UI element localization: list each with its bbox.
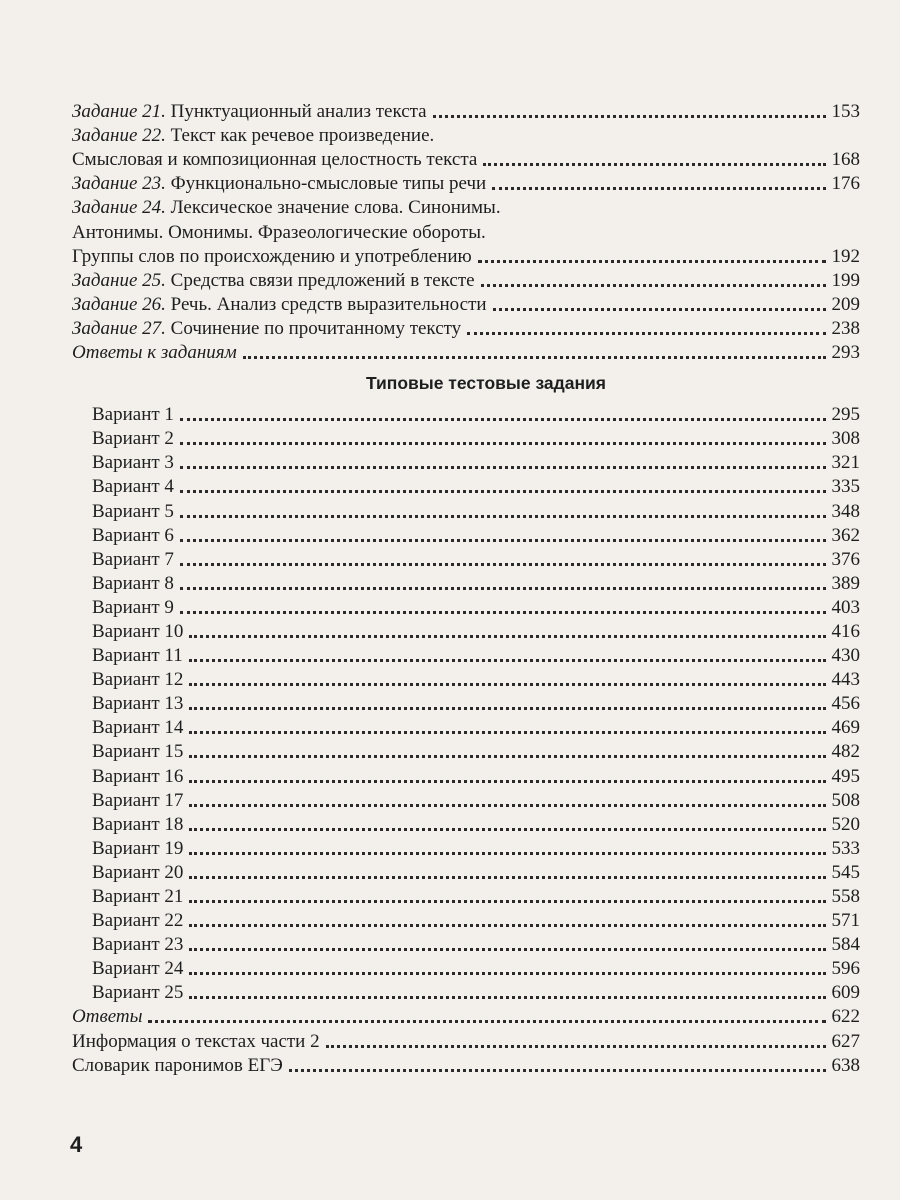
entry-text: Вариант 18: [92, 813, 184, 835]
toc-entry: [72, 123, 860, 147]
entry-label: [92, 428, 174, 450]
entry-label: [92, 910, 183, 932]
variant-entry: [72, 691, 860, 715]
entry-page-number: 638: [831, 1054, 860, 1076]
entry-text: Информация о текстах части 2: [72, 1030, 320, 1052]
entry-label: [92, 958, 183, 980]
entry-text: Ответы: [72, 1006, 143, 1028]
dot-leader: [189, 707, 825, 710]
entry-text: Вариант 21: [92, 886, 184, 907]
entry-text: Словарик паронимов ЕГЭ: [72, 1054, 283, 1076]
variant-entry: [72, 763, 860, 787]
dot-leader: [180, 539, 826, 542]
dot-leader: [189, 659, 826, 662]
entry-label: [92, 693, 183, 715]
entry-page-number: 295: [831, 404, 860, 426]
dot-leader: [478, 260, 826, 263]
closing-entry: [72, 1053, 860, 1077]
entry-text: Вариант 3: [92, 452, 174, 474]
entry-page-number: 482: [831, 741, 860, 763]
entry-text: Антонимы. Омонимы. Фразеологические обороты.: [72, 221, 486, 243]
dot-leader: [189, 780, 825, 783]
entry-text: Вариант 12: [92, 669, 184, 691]
entry-label: [72, 149, 477, 171]
entry-page-number: 416: [831, 620, 860, 642]
entry-page-number: 469: [831, 717, 860, 739]
toc-entry: [72, 316, 860, 340]
variant-entry: [72, 812, 860, 836]
dot-leader: [189, 683, 825, 686]
entry-prefix: Ответы к заданиям: [72, 342, 237, 364]
entry-text: Вариант 17: [92, 789, 184, 811]
entry-page-number: 596: [831, 958, 860, 980]
variant-entry: [72, 884, 860, 908]
entry-text: Сочинение по прочитанному тексту: [165, 317, 462, 339]
entry-label: [92, 573, 174, 595]
entry-page-number: 430: [831, 645, 860, 667]
dot-leader: [189, 948, 825, 951]
entry-prefix: Задание 22.: [72, 125, 166, 147]
entry-text: Текст как речевое произведение.: [165, 125, 435, 147]
toc-entry: [72, 268, 860, 292]
dot-leader: [483, 163, 825, 166]
entry-text: Вариант 15: [92, 741, 184, 763]
entry-label: [72, 246, 472, 268]
dot-leader: [189, 828, 825, 831]
entry-text: Вариант 10: [92, 620, 184, 642]
variant-entry: [72, 474, 860, 498]
entry-text: Вариант 23: [92, 934, 184, 956]
dot-leader: [467, 332, 825, 335]
entry-text: Пунктуационный анализ текста: [165, 101, 427, 123]
entry-page-number: 362: [831, 524, 860, 546]
closing-entries: [72, 1004, 860, 1076]
entry-page-number: 558: [831, 886, 860, 907]
section-title: Типовые тестовые задания: [365, 373, 607, 394]
dot-leader: [180, 587, 826, 590]
entry-label: [92, 501, 174, 523]
entry-label: [92, 934, 183, 956]
variant-entry: [72, 619, 860, 643]
dot-leader: [148, 1020, 825, 1023]
entry-page-number: 176: [831, 173, 860, 195]
toc-entry: [72, 292, 860, 316]
entry-text: Вариант 6: [92, 524, 174, 546]
entry-label: [92, 982, 183, 1004]
entry-text: Вариант 8: [92, 572, 174, 594]
entry-prefix: Задание 25.: [72, 269, 166, 291]
entry-label: [92, 766, 183, 788]
entry-label: [92, 741, 183, 763]
variant-entry: [72, 595, 860, 619]
entry-text: Вариант 16: [92, 765, 184, 787]
entry-label: [92, 476, 174, 498]
entry-page-number: 533: [831, 837, 860, 859]
entry-page-number: 293: [831, 342, 860, 364]
variant-entry: [72, 450, 860, 474]
entry-label: [92, 549, 174, 571]
entry-label: [72, 294, 487, 316]
entry-page-number: 348: [831, 500, 860, 522]
entry-label: [72, 1031, 320, 1053]
toc-entry: [72, 340, 860, 364]
entry-text: Вариант 22: [92, 910, 184, 932]
entry-page-number: 495: [831, 765, 860, 787]
entry-text: Вариант 9: [92, 596, 174, 618]
entry-label: [92, 621, 183, 643]
dot-leader: [481, 284, 826, 287]
dot-leader: [189, 876, 825, 879]
entry-label: [92, 886, 183, 908]
dot-leader: [326, 1045, 826, 1048]
dot-leader: [189, 996, 825, 999]
entry-label: [92, 814, 183, 836]
variant-entry: [72, 932, 860, 956]
entry-label: [72, 318, 461, 340]
dot-leader: [180, 611, 826, 614]
variant-entries: [72, 402, 860, 1004]
page-number: 4: [70, 1132, 83, 1157]
dot-leader: [180, 466, 826, 469]
toc-entry: [72, 99, 860, 123]
dot-leader: [243, 356, 826, 359]
entry-text: Вариант 24: [92, 958, 184, 980]
toc-entry: [72, 195, 860, 219]
entry-label: [72, 197, 501, 219]
toc-entry: [72, 244, 860, 268]
task-entries: [72, 99, 860, 364]
variant-entry: [72, 860, 860, 884]
entry-page-number: 199: [831, 269, 860, 291]
variant-entry: [72, 402, 860, 426]
entry-text: Вариант 2: [92, 428, 174, 450]
dot-leader: [180, 515, 826, 518]
entry-label: [72, 342, 237, 364]
entry-page-number: 584: [831, 934, 860, 956]
toc-entry: [72, 147, 860, 171]
entry-page-number: 192: [831, 245, 860, 267]
entry-label: [92, 597, 174, 619]
entry-text: Средства связи предложений в тексте: [165, 269, 475, 291]
entry-text: Лексическое значение слова. Синонимы.: [165, 197, 501, 219]
entry-text: Вариант 19: [92, 837, 184, 859]
entry-page-number: 456: [831, 693, 860, 715]
entry-label: [92, 404, 174, 426]
entry-label: [72, 1006, 142, 1028]
variant-entry: [72, 523, 860, 547]
dot-leader: [493, 308, 826, 311]
dot-leader: [189, 852, 825, 855]
dot-leader: [492, 187, 825, 190]
entry-text: Вариант 4: [92, 476, 174, 498]
variant-entry: [72, 715, 860, 739]
variant-entry: [72, 908, 860, 932]
entry-page-number: 209: [831, 293, 860, 315]
entry-page-number: 443: [831, 669, 860, 691]
entry-text: Вариант 5: [92, 500, 174, 522]
variant-entry: [72, 836, 860, 860]
entry-prefix: Задание 26.: [72, 293, 166, 315]
entry-prefix: Задание 23.: [72, 173, 166, 195]
entry-page-number: 153: [831, 101, 860, 123]
entry-page-number: 571: [831, 910, 860, 932]
dot-leader: [180, 563, 826, 566]
dot-leader: [180, 442, 826, 445]
entry-label: [72, 173, 486, 195]
entry-text: Вариант 1: [92, 404, 174, 426]
entry-label: [92, 645, 183, 667]
entry-text: Вариант 11: [92, 645, 183, 667]
entry-page-number: 545: [831, 861, 860, 883]
dot-leader: [433, 115, 826, 118]
entry-page-number: 609: [831, 982, 860, 1004]
entry-text: Речь. Анализ средств выразительности: [165, 293, 487, 315]
toc-entry: [72, 171, 860, 195]
table-of-contents: [72, 99, 860, 1077]
variant-entry: [72, 426, 860, 450]
entry-page-number: 403: [831, 596, 860, 618]
dot-leader: [289, 1069, 826, 1072]
entry-page-number: 627: [831, 1030, 860, 1052]
entry-page-number: 238: [831, 317, 860, 339]
entry-label: [92, 862, 183, 884]
entry-page-number: 508: [831, 789, 860, 811]
entry-page-number: 520: [831, 813, 860, 835]
entry-page-number: 335: [831, 476, 860, 498]
entry-text: Группы слов по происхождению и употреблению: [72, 245, 472, 267]
entry-page-number: 168: [831, 149, 860, 171]
entry-label: [72, 101, 427, 123]
dot-leader: [189, 731, 825, 734]
variant-entry: [72, 667, 860, 691]
variant-entry: [72, 643, 860, 667]
closing-entry: [72, 1028, 860, 1052]
entry-text: Функционально-смысловые типы речи: [165, 173, 487, 195]
entry-label: [72, 125, 434, 147]
entry-text: Смысловая и композиционная целостность текста: [72, 149, 478, 171]
variant-entry: [72, 788, 860, 812]
dot-leader: [189, 924, 825, 927]
entry-page-number: 376: [831, 548, 860, 570]
entry-label: [92, 452, 174, 474]
entry-text: Вариант 25: [92, 982, 184, 1004]
entry-prefix: Задание 21.: [72, 101, 166, 123]
entry-label: [92, 525, 174, 547]
variant-entry: [72, 498, 860, 522]
entry-label: [72, 270, 475, 292]
entry-text: Вариант 7: [92, 548, 174, 570]
dot-leader: [189, 804, 825, 807]
entry-label: [92, 669, 183, 691]
variant-entry: [72, 956, 860, 980]
entry-page-number: 622: [831, 1006, 860, 1028]
entry-page-number: 308: [831, 428, 860, 450]
variant-entry: [72, 547, 860, 571]
entry-text: Вариант 20: [92, 861, 184, 883]
variant-entry: [72, 980, 860, 1004]
entry-prefix: Задание 27.: [72, 317, 166, 339]
variant-entry: [72, 739, 860, 763]
entry-page-number: 321: [831, 452, 860, 474]
variant-entry: [72, 571, 860, 595]
dot-leader: [189, 635, 825, 638]
entry-prefix: Задание 24.: [72, 197, 166, 219]
dot-leader: [189, 972, 825, 975]
entry-label: [92, 717, 183, 739]
entry-text: Вариант 14: [92, 717, 184, 739]
dot-leader: [189, 900, 825, 903]
entry-label: [92, 838, 183, 860]
entry-label: [72, 222, 486, 244]
dot-leader: [180, 490, 826, 493]
toc-entry: [72, 219, 860, 243]
entry-text: Вариант 13: [92, 693, 184, 715]
entry-label: [72, 1055, 283, 1077]
dot-leader: [180, 418, 826, 421]
closing-entry: [72, 1004, 860, 1028]
entry-page-number: 389: [831, 572, 860, 594]
dot-leader: [189, 755, 825, 758]
entry-label: [92, 790, 183, 812]
